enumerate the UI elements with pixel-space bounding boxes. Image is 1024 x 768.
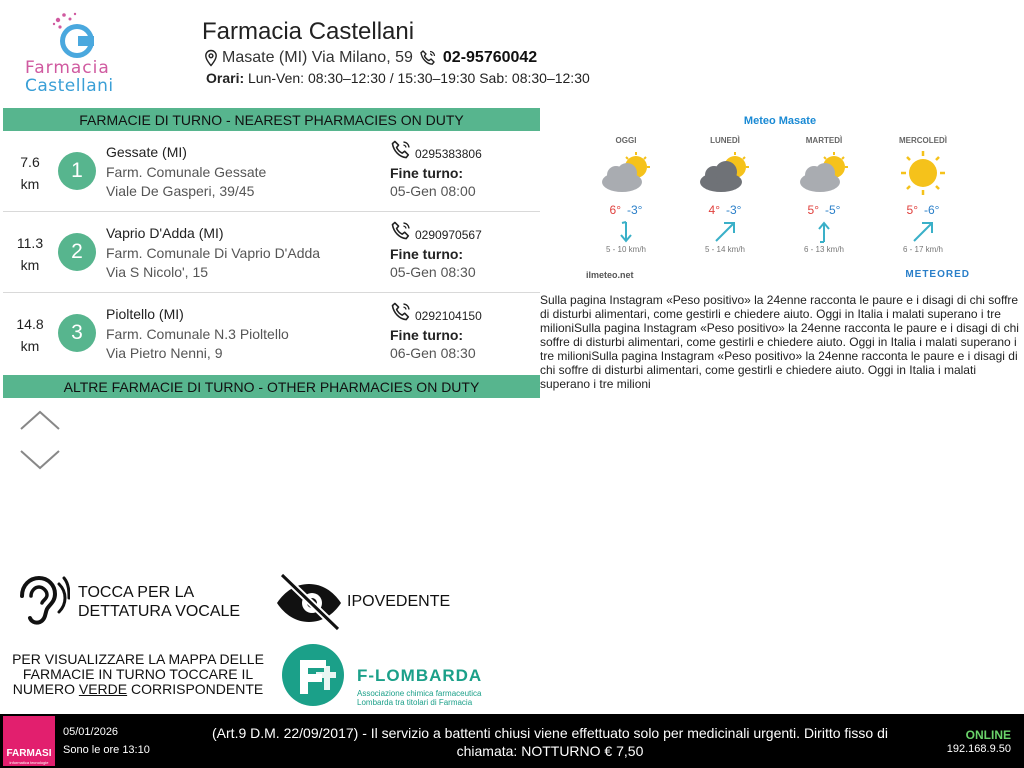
pharmacy-duty-info	[390, 220, 538, 280]
other-on-duty-section-header[interactable]: ALTRE FARMACIE DI TURNO - OTHER PHARMACIES ON DUTY	[3, 375, 540, 398]
temp-max: 5°	[906, 203, 918, 217]
pharmacy-info	[106, 224, 320, 282]
current-date: 05/01/2026	[63, 726, 119, 738]
pharmacy-city: Pioltello (MI)	[106, 306, 184, 322]
pharmacy-row[interactable]	[3, 131, 540, 212]
end-of-duty-label: Fine turno:	[390, 165, 464, 181]
logo-text-castellani: Castellani	[25, 76, 114, 96]
end-of-duty-value: 06-Gen 08:30	[390, 345, 476, 361]
weather-source-ilmeteo[interactable]: ilmeteo.net	[586, 270, 634, 280]
weather-source-meteored[interactable]: METEORED	[905, 269, 970, 280]
legal-notice: (Art.9 D.M. 22/09/2017) - Il servizio a battenti chiusi viene effettuato solo per medicinali urgenti. Diritto fisso di chiamata: NOTTURNO € 7,50	[212, 725, 888, 759]
pharmacy-row-address: Viale De Gasperi, 39/45	[106, 183, 255, 199]
map-number-button[interactable]: 3	[58, 314, 96, 352]
pharmacy-row-phone[interactable]	[390, 220, 538, 242]
phone-icon	[390, 139, 412, 161]
map-number-button[interactable]: 2	[58, 233, 96, 271]
farmasi-logo	[3, 716, 55, 766]
temp-min: -3°	[726, 203, 742, 217]
map-hint-line3	[4, 682, 272, 697]
pharmacy-row-address: Via S Nicolo', 15	[106, 264, 209, 280]
map-hint-line2: FARMACIE IN TURNO TOCCARE IL	[22, 666, 254, 682]
pharmacy-row-name: Farm. Comunale Di Vaprio D'Adda	[106, 245, 321, 261]
weather-day	[784, 136, 864, 254]
weather-widget	[580, 112, 980, 287]
connection-status: ONLINE	[965, 728, 1011, 742]
hours-value: Lun-Ven: 08:30–12:30 / 15:30–19:30 Sab: 08:30–12:30	[248, 70, 590, 86]
map-number-button[interactable]: 1	[58, 152, 96, 190]
pharmacy-phone-number: 0290970567	[415, 228, 482, 242]
distance-value: 11.3	[16, 235, 44, 251]
pharmacy-duty-info	[390, 139, 538, 199]
pharmacy-row-name: Farm. Comunale N.3 Pioltello	[106, 326, 289, 342]
on-duty-section-header: FARMACIE DI TURNO - NEAREST PHARMACIES ON DUTY	[3, 108, 540, 131]
logo-mark-icon	[48, 10, 100, 60]
distance	[3, 232, 57, 276]
pharmacy-row-phone[interactable]	[390, 301, 538, 323]
distance-value: 14.8	[16, 316, 44, 332]
wind-speed: 6 - 13 km/h	[803, 245, 844, 254]
wind-speed: 5 - 10 km/h	[605, 245, 646, 254]
wind-direction-northeast-icon	[883, 219, 963, 245]
map-hint-text	[4, 652, 272, 697]
temp-min: -6°	[924, 203, 940, 217]
weather-temps	[784, 203, 864, 219]
f-lombarda-subtitle	[357, 689, 482, 707]
phone-icon	[419, 49, 437, 67]
distance-unit: km	[20, 257, 40, 273]
temp-min: -3°	[627, 203, 643, 217]
sun-icon	[883, 148, 963, 198]
status-footer	[0, 714, 1024, 768]
phone-icon	[390, 301, 412, 323]
news-text: Sulla pagina Instagram «Peso positivo» la 24enne racconta le paure e i disagi di chi soffre di disturbi alimentari, come gestirli e chiedere aiuto. Oggi in Italia i malati superano i tre milioniSulla pagina Instagram «Peso positivo» la 24enne racconta le paure e i disagi di chi soffre di disturbi alimentari, come gestirli e chiedere aiuto. Oggi in Italia i malati superano i tre milioniSulla pagina Instagram «Peso positivo» la 24enne racconta le paure e i disagi di chi soffre di disturbi alimentari, come gestirli e chiedere aiuto. Oggi in Italia i malati superano i tre milioni	[540, 293, 1019, 391]
hours-label: Orari:	[206, 70, 245, 86]
pharmacy-logo	[18, 10, 136, 96]
wind-speed: 5 - 14 km/h	[704, 245, 745, 254]
map-hint-verde: VERDE	[78, 681, 128, 697]
eye-slash-icon[interactable]	[274, 573, 344, 631]
pharmacy-row-name: Farm. Comunale Gessate	[106, 164, 267, 180]
weather-day-name: MERCOLEDÌ	[899, 136, 947, 145]
pharmacy-duty-info	[390, 301, 538, 361]
wind-direction-north-icon	[784, 219, 864, 245]
pharmacy-city: Vaprio D'Adda (MI)	[106, 225, 224, 241]
temp-min: -5°	[825, 203, 841, 217]
pharmacy-row[interactable]	[3, 212, 540, 293]
farmasi-brand: FARMASI	[6, 748, 52, 759]
partly-cloudy-icon	[784, 148, 864, 198]
weather-day	[883, 136, 963, 254]
weather-day	[586, 136, 666, 254]
weather-temps	[586, 203, 666, 219]
partly-cloudy-icon	[586, 148, 666, 198]
weather-day-name: OGGI	[615, 136, 637, 145]
voice-dictation-line2: DETTATURA VOCALE	[78, 603, 241, 620]
end-of-duty-value: 05-Gen 08:00	[390, 183, 476, 199]
distance	[3, 151, 57, 195]
distance-unit: km	[20, 338, 40, 354]
cloudy-sun-icon	[685, 148, 765, 198]
distance-value: 7.6	[20, 154, 40, 170]
pharmacy-address: Masate (MI) Via Milano, 59	[222, 49, 413, 66]
distance	[3, 313, 57, 357]
end-of-duty-label: Fine turno:	[390, 246, 464, 262]
ear-icon[interactable]	[12, 574, 70, 630]
pharmacy-contact-row	[202, 48, 537, 68]
map-hint-numero: NUMERO	[12, 681, 75, 697]
f-lombarda-logo	[280, 642, 490, 708]
end-of-duty-value: 05-Gen 08:30	[390, 264, 476, 280]
pharmacy-row-address: Via Pietro Nenni, 9	[106, 345, 223, 361]
pharmacy-city: Gessate (MI)	[106, 144, 187, 160]
logo-text-farmacia: Farmacia	[25, 58, 110, 78]
temp-max: 6°	[609, 203, 621, 217]
scroll-up-chevron-icon[interactable]	[18, 408, 62, 432]
map-hint-line1: PER VISUALIZZARE LA MAPPA DELLE	[12, 651, 264, 667]
weather-temps	[883, 203, 963, 219]
weather-day	[685, 136, 765, 254]
wind-direction-south-icon	[586, 219, 666, 245]
pharmacy-phone[interactable]: 02-95760042	[442, 49, 538, 66]
wind-direction-northeast-icon	[685, 219, 765, 245]
voice-dictation-line1: TOCCA PER LA	[78, 584, 195, 601]
ip-address: 192.168.9.50	[946, 743, 1011, 755]
f-lombarda-name: F-LOMBARDA	[357, 666, 483, 685]
temp-max: 4°	[708, 203, 720, 217]
voice-dictation-button[interactable]	[78, 583, 240, 621]
pharmacy-name: Farmacia Castellani	[202, 18, 415, 45]
opening-hours	[206, 70, 590, 86]
end-of-duty-label: Fine turno:	[390, 327, 464, 343]
weather-title: Meteo Masate	[743, 115, 817, 127]
pharmacy-phone-number: 0292104150	[415, 309, 482, 323]
wind-speed: 6 - 17 km/h	[902, 245, 943, 254]
farmasi-brand-sub: informatica tecnologie	[9, 760, 49, 765]
weather-temps	[685, 203, 765, 219]
pharmacy-phone-number: 0295383806	[415, 147, 482, 161]
f-lombarda-subtitle-line1: Associazione chimica farmaceutica	[357, 689, 482, 698]
f-lombarda-subtitle-line2: Lombarda tra titolari di Farmacia	[357, 698, 473, 707]
current-time: Sono le ore 13:10	[63, 744, 150, 756]
temp-max: 5°	[807, 203, 819, 217]
map-hint-corrispondente: CORRISPONDENTE	[131, 681, 264, 697]
location-pin-icon	[202, 49, 220, 67]
scroll-down-chevron-icon[interactable]	[18, 448, 62, 472]
pharmacy-row-phone[interactable]	[390, 139, 538, 161]
f-lombarda-cross-icon	[280, 642, 348, 708]
pharmacy-row[interactable]	[3, 293, 540, 374]
weather-day-name: LUNEDÌ	[710, 136, 740, 145]
pharmacy-info	[106, 143, 266, 201]
on-duty-pharmacy-list	[3, 131, 540, 374]
distance-unit: km	[20, 176, 40, 192]
pharmacy-info	[106, 305, 289, 363]
weather-day-name: MARTEDÌ	[805, 136, 843, 145]
low-vision-mode-button[interactable]: IPOVEDENTE	[347, 593, 451, 610]
phone-icon	[390, 220, 412, 242]
